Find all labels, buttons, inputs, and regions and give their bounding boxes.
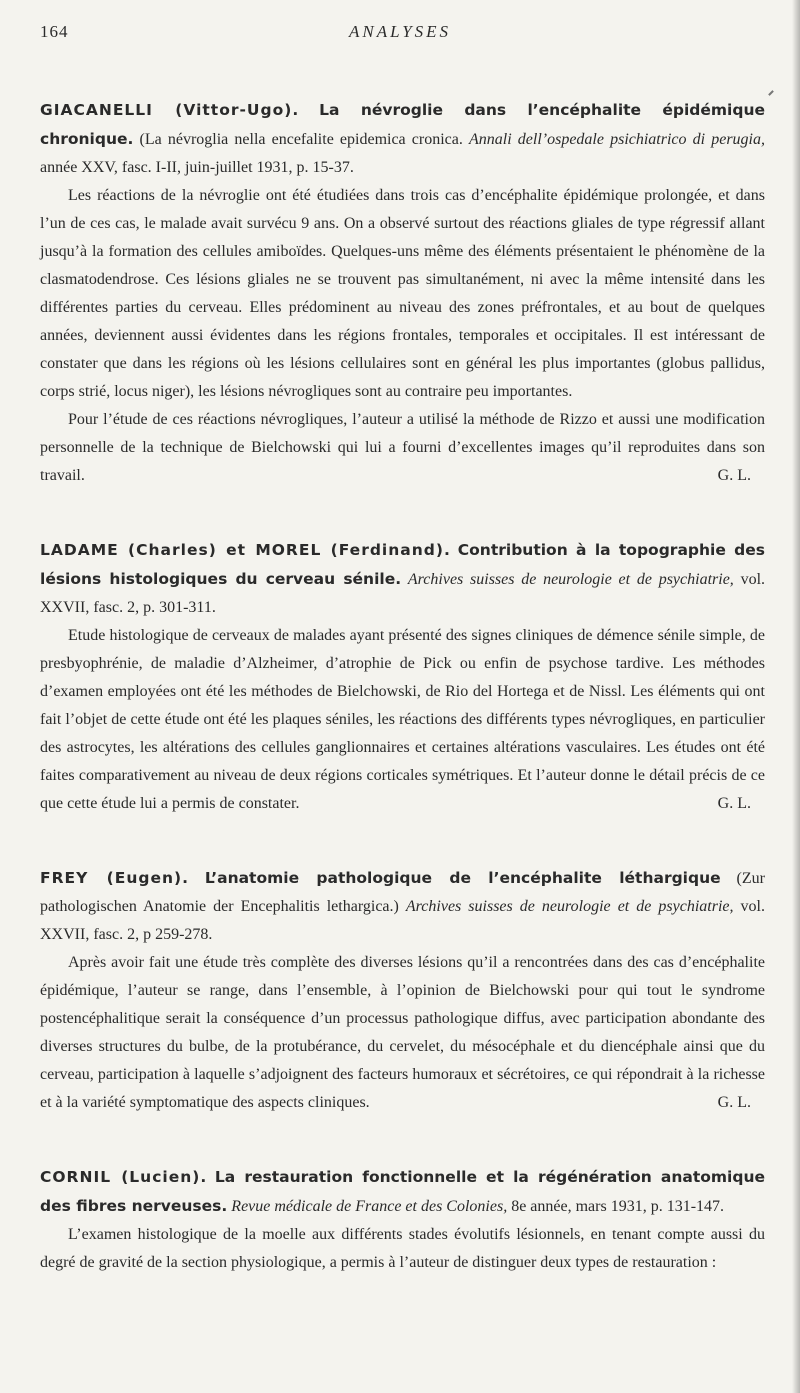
- reference-details: 8e année, mars 1931, p. 131-147.: [507, 1198, 725, 1215]
- page-body: [40, 96, 765, 1277]
- author: GIACANELLI (Vittor-Ugo).: [40, 101, 300, 119]
- reviewer-signature: G. L.: [717, 795, 751, 812]
- original-title: (La névroglia nella encefalite epidemica cronica.: [139, 131, 469, 148]
- journal-name: Archives suisses de neurologie et de psychiatrie,: [405, 898, 734, 915]
- review-entry-frey: [40, 864, 765, 1117]
- citation: [40, 536, 765, 622]
- article-title: L’anatomie pathologique de l’encéphalite léthargique: [204, 869, 721, 887]
- author: CORNIL (Lucien).: [40, 1168, 208, 1186]
- citation: [40, 96, 765, 182]
- citation: [40, 1163, 765, 1221]
- article-title: La névroglie dans l’encéphalite épidémique chronique.: [40, 101, 766, 148]
- summary-text: Après avoir fait une étude très complète des diverses lésions qu’il a rencontrées dans des cas d’encéphalite épidémique, l’auteur se range, dans l’ensemble, à l’opinion de Bielchowski pour qui tout le syndrome postencéphalitique serait la conséquence d’un processus pathologique diffus, avec participation abondante des diverses structures du bulbe, de la protubérance, du cervelet, du mésocéphale et du diencéphale ainsi que du cerveau, participation à laquelle s’adjoignent des facteurs humoraux et sécrétoires, ce qui répondrait à la richesse et à la variété symptomatique des aspects cliniques.: [40, 954, 765, 1111]
- reference-details: année XXV, fasc. I-II, juin-juillet 1931, p. 15-37.: [40, 159, 354, 176]
- author: LADAME (Charles) et MOREL (Ferdinand).: [40, 541, 451, 559]
- page-header: [40, 22, 760, 52]
- original-title: (Zur pathologischen Anatomie der Encephalitis lethargica.): [40, 870, 765, 915]
- article-title: La restauration fonctionnelle et la régénération anatomique des fibres nerveuses.: [40, 1168, 765, 1215]
- journal-name: Annali dell’ospedale psichiatrico di perugia,: [468, 131, 765, 148]
- summary-paragraph: [40, 406, 765, 490]
- review-entry-giacanelli: [40, 96, 765, 490]
- reviewer-signature: G. L.: [717, 467, 751, 484]
- journal-name: Revue médicale de France et des Colonies,: [231, 1198, 508, 1215]
- summary-paragraph: [40, 949, 765, 1117]
- author: FREY (Eugen).: [40, 869, 189, 887]
- summary-text: Etude histologique de cerveaux de malades ayant présenté des signes cliniques de démence sénile simple, de presbyophrénie, de maladie d’Alzheimer, d’atrophie de Pick ou enfin de psychose tardive. Les méthodes d’examen employées ont été les méthodes de Bielchowski, de Rio del Hortega et de Nissl. Les éléments qui ont fait l’objet de cette étude ont été les plaques séniles, les réactions des différents types névrogliques, en particulier des astrocytes, les altérations des cellules ganglionnaires et certaines altérations vasculaires. Les études ont été faites comparativement au niveau de deux régions corticales symétriques. Et l’auteur donne le détail précis de ce que cette étude lui a permis de constater.: [40, 627, 765, 812]
- summary-text: Pour l’étude de ces réactions névrogliques, l’auteur a utilisé la méthode de Rizzo et aussi une modification personnelle de la technique de Bielchowski qui lui a fourni d’excellentes images qu’il reproduites dans son travail.: [40, 411, 765, 484]
- citation: [40, 864, 765, 949]
- summary-paragraph: L’examen histologique de la moelle aux différents stades évolutifs lésionnels, en tenant compte aussi du degré de gravité de la section physiologique, a permis à l’auteur de distinguer deux types de restauration :: [40, 1226, 765, 1271]
- reference-details: vol. XXVII, fasc. 2, p 259-278.: [40, 898, 765, 943]
- reference-details: vol. XXVII, fasc. 2, p. 301-311.: [40, 571, 766, 616]
- journal-name: Archives suisses de neurologie et de psychiatrie,: [407, 571, 734, 588]
- running-title: ANALYSES: [348, 22, 452, 41]
- summary-paragraph: [40, 622, 765, 818]
- article-title: Contribution à la topographie des lésions histologiques du cerveau sénile.: [40, 541, 766, 588]
- page-edge-shadow: [792, 0, 800, 1393]
- margin-pencil-mark: [768, 90, 774, 96]
- review-entry-ladame-morel: [40, 536, 765, 818]
- summary-paragraph: Les réactions de la névroglie ont été étudiées dans trois cas d’encéphalite épidémique prolongée, et dans l’un de ces cas, le malade avait survécu 9 ans. On a observé surtout des réactions gliales de type régressif allant jusqu’à la formation des cellules amiboïdes. Quelques-uns même des éléments présentaient le phénomène de la clasmatodendrose. Ces lésions gliales ne se trouvent pas simultanément, ni avec la même intensité dans les différentes parties du cerveau. Elles prédominent au niveau des zones préfrontales, et au bout de quelques années, deviennent aussi évidentes dans les régions frontales, temporales et occipitales. Il est intéressant de constater que dans les régions où les lésions cellulaires sont en général les plus importantes (globus pallidus, corps strié, locus niger), les lésions névrogliques sont au contraire peu importantes.: [40, 187, 765, 400]
- reviewer-signature: G. L.: [717, 1094, 751, 1111]
- review-entry-cornil: [40, 1163, 765, 1277]
- page-number: 164: [40, 22, 69, 41]
